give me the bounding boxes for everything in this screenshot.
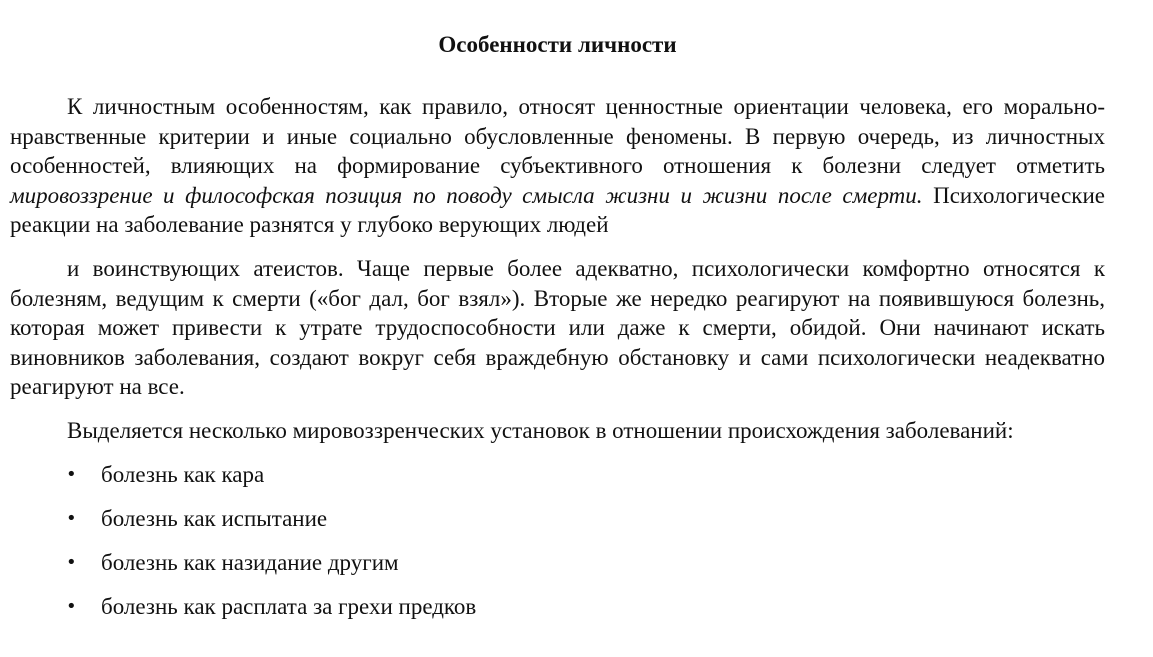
list-item bbox=[10, 548, 1105, 578]
list-item-text: болезнь как кара bbox=[101, 462, 265, 487]
paragraph-1-italic-phrase: мировоззрение и философская позиция по поводу смысла жизни и жизни после смерти. bbox=[10, 182, 923, 208]
bullet-icon: • bbox=[66, 464, 77, 485]
list-item-text: болезнь как испытание bbox=[101, 506, 328, 531]
paragraph-1-text-end: Психологические реакции на заболевание разнятся у глубоко верующих людей bbox=[10, 182, 1105, 237]
list-item bbox=[10, 592, 1105, 622]
bullet-icon: • bbox=[66, 596, 77, 617]
paragraph-believers-atheists: и воинствующих атеистов. Чаще первые более адекватно, психологически комфортно относятся к болезням, ведущим к смерти («бог дал, бог взял»). Вторые же нередко реагируют на появившуюся болезнь, которая может привести к утрате трудоспособности или даже к смерти, обидой. Они начинают искать виновников заболевания, создают вокруг себя враждебную обстановку и сами психологически неадекватно реагируют на все. bbox=[10, 256, 1105, 399]
bullet-icon: • bbox=[66, 508, 77, 529]
paragraph-worldview-attitudes: Выделяется несколько мировоззренческих установок в отношении происхождения заболеваний: bbox=[67, 418, 1014, 443]
document-body bbox=[10, 92, 1105, 636]
list-item bbox=[10, 504, 1105, 534]
paragraph-personality-features bbox=[10, 92, 1105, 240]
list-item-text: болезнь как расплата за грехи предков bbox=[101, 594, 477, 619]
attitudes-bullet-list bbox=[10, 460, 1105, 622]
document-title: Особенности личности bbox=[438, 32, 677, 57]
list-item-text: болезнь как назидание другим bbox=[101, 550, 399, 575]
bullet-icon: • bbox=[66, 552, 77, 573]
list-item bbox=[10, 460, 1105, 490]
paragraph-1-text-start: К личностным особенностям, как правило, относят ценностные ориентации человека, его морально-нравственные критерии и иные социально обусловленные феномены. В первую очередь, из личностных особенностей, влияющих на формирование субъективного отношения к болезни следует отметить bbox=[10, 94, 1105, 178]
